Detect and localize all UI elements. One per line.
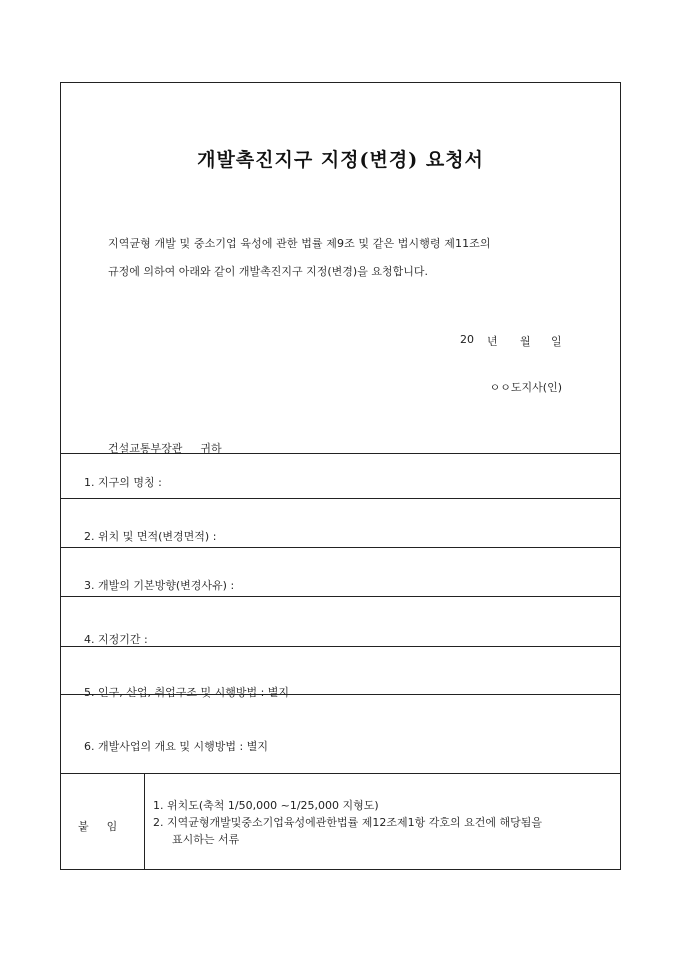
field-location-area [61, 498, 620, 547]
date-month-label: 월 [520, 335, 531, 348]
field-basic-direction [61, 547, 620, 596]
field-designation-period [61, 596, 620, 646]
field-label: 1. 지구의 명칭 : [84, 476, 162, 489]
attachment-item-2-continued: 표시하는 서류 [172, 833, 240, 846]
field-district-name [61, 453, 620, 498]
attachment-item-2: 2. 지역균형개발및중소기업육성에관한법률 제12조제1항 각호의 요건에 해당됨을 [153, 816, 543, 829]
document-title: 개발촉진지구 지정(변경) 요청서 [197, 149, 484, 171]
date-year-label: 년 [487, 335, 498, 348]
recipient: 건설교통부장관 [108, 442, 183, 455]
request-form [60, 82, 621, 870]
attachment-row [61, 773, 620, 869]
recipient-suffix: 귀하 [200, 442, 222, 455]
field-label: 3. 개발의 기본방향(변경사유) : [84, 579, 235, 592]
field-population-industry [61, 646, 620, 699]
request-text-line-1: 지역균형 개발 및 중소기업 육성에 관한 법률 제9조 및 같은 법시행령 제11조의 [108, 237, 491, 250]
field-label: 2. 위치 및 면적(변경면적) : [84, 530, 217, 543]
date-day-label: 일 [551, 335, 562, 348]
form-header [61, 83, 620, 453]
attachment-label: 붙임 [78, 820, 136, 833]
attachment-item-1: 1. 위치도(축척 1/50,000 ~1/25,000 지형도) [153, 799, 379, 812]
attachment-label-cell [61, 774, 145, 870]
date-year: 20 [460, 333, 474, 346]
request-text-line-2: 규정에 의하여 아래와 같이 개발촉진지구 지정(변경)을 요청합니다. [108, 265, 428, 278]
field-project-overview [61, 694, 620, 773]
signatory: ㅇㅇ도지사(인) [489, 381, 562, 394]
attachment-items [153, 797, 542, 848]
field-label: 6. 개발사업의 개요 및 시행방법 : 별지 [84, 740, 268, 753]
field-label: 4. 지정기간 : [84, 633, 148, 646]
field-label: 5. 인구, 산업, 취업구조 및 시행방법 : 별지 [84, 686, 290, 699]
